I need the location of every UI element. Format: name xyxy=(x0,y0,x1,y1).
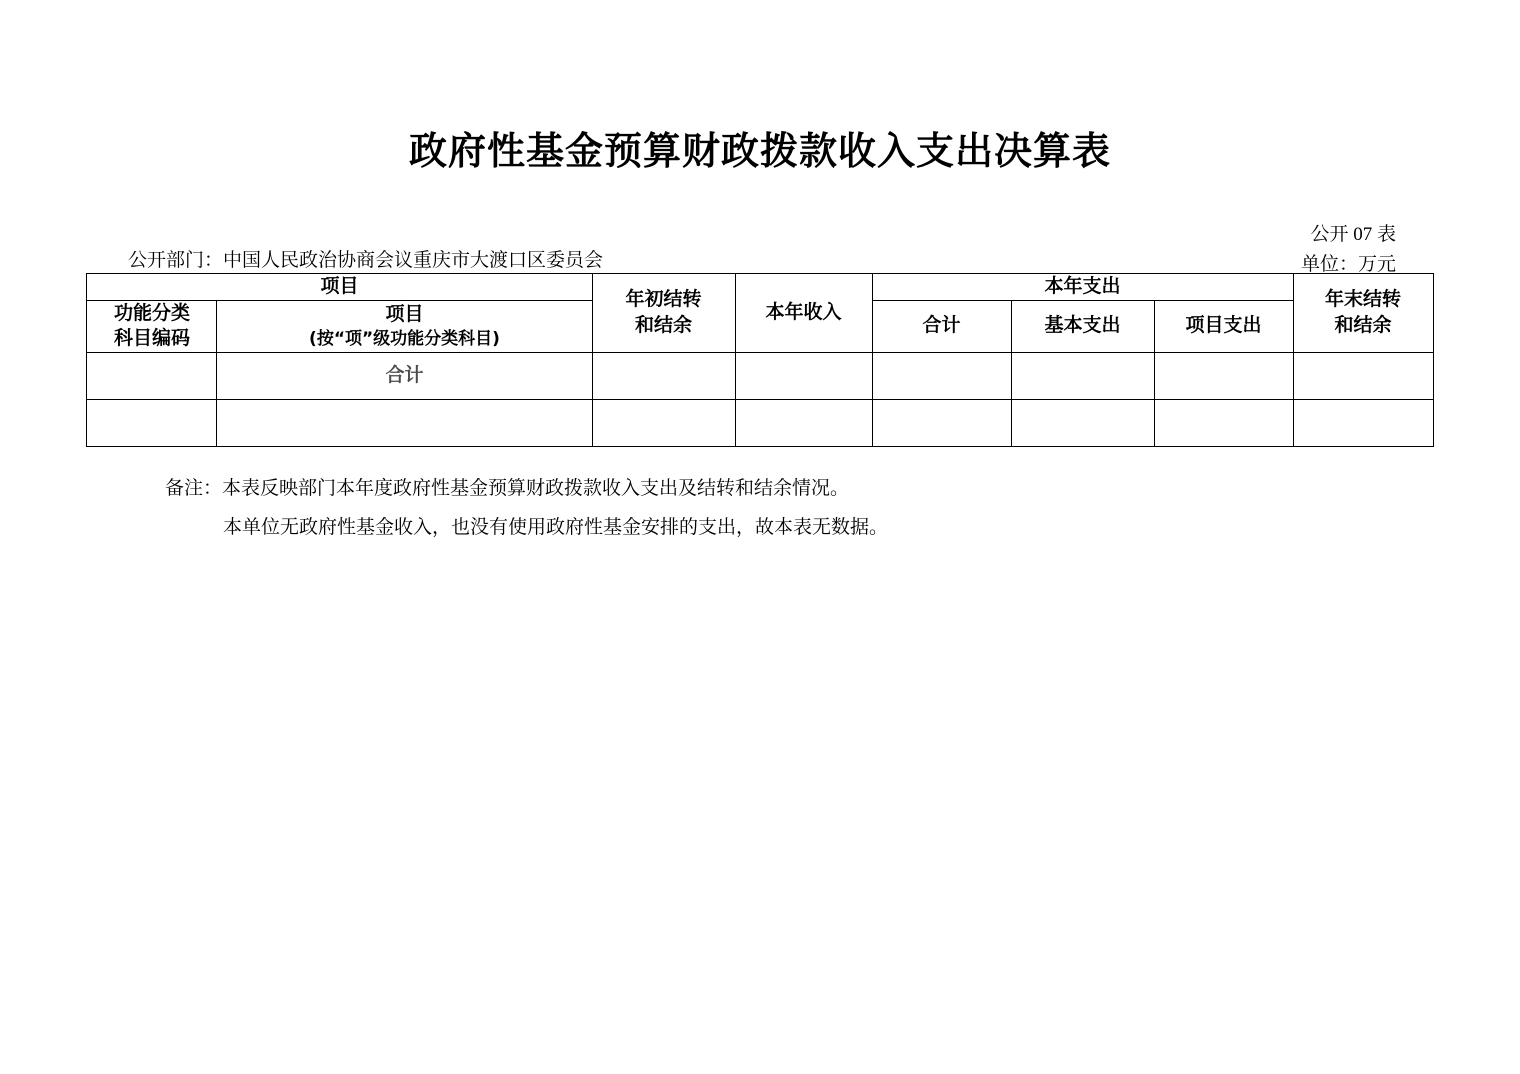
cell-expense-project xyxy=(1154,399,1293,446)
header-project-sub-note: (按“项”级功能分类科目) xyxy=(309,328,500,349)
table-row xyxy=(87,399,1433,446)
footnote-line-2: 本单位无政府性基金收入，也没有使用政府性基金安排的支出，故本表无数据。 xyxy=(223,516,889,538)
table-row xyxy=(87,352,1433,399)
cell-expense-basic xyxy=(1011,399,1154,446)
cell-function-code xyxy=(87,399,217,446)
cell-function-code xyxy=(87,352,217,399)
header-expense-project: 项目支出 xyxy=(1154,300,1293,352)
header-project-group: 项目 xyxy=(87,274,592,301)
cell-end-balance xyxy=(1293,399,1433,446)
unit-label: 单位：万元 xyxy=(1300,254,1396,275)
budget-table xyxy=(86,273,1433,447)
cell-end-balance xyxy=(1293,352,1433,399)
header-year-income: 本年收入 xyxy=(735,274,872,353)
cell-project: 合计 xyxy=(217,352,592,399)
cell-expense-total xyxy=(872,352,1011,399)
header-begin-balance: 年初结转 和结余 xyxy=(592,274,735,353)
document-meta xyxy=(0,219,1520,273)
cell-expense-project xyxy=(1154,352,1293,399)
header-function-code: 功能分类 科目编码 xyxy=(87,300,217,352)
department-label: 公开部门：中国人民政治协商会议重庆市大渡口区委员会 xyxy=(128,250,604,271)
table-header-row-1 xyxy=(87,274,1433,301)
header-expense-total: 合计 xyxy=(872,300,1011,352)
cell-project xyxy=(217,399,592,446)
cell-year-income xyxy=(735,352,872,399)
page-title: 政府性基金预算财政拨款收入支出决算表 xyxy=(408,129,1111,173)
cell-expense-total xyxy=(872,399,1011,446)
cell-expense-basic xyxy=(1011,352,1154,399)
cell-begin-balance xyxy=(592,352,735,399)
header-expense-basic: 基本支出 xyxy=(1011,300,1154,352)
footnotes xyxy=(0,473,1520,539)
cell-begin-balance xyxy=(592,399,735,446)
header-end-balance: 年末结转 和结余 xyxy=(1293,274,1433,353)
footnote-line-1: 备注：本表反映部门本年度政府性基金预算财政拨款收入支出及结转和结余情况。 xyxy=(165,477,850,499)
form-number: 公开 07 表 xyxy=(1310,224,1396,245)
header-project-sub: 项目 (按“项”级功能分类科目) xyxy=(217,300,592,352)
header-year-expense-group: 本年支出 xyxy=(872,274,1293,301)
cell-year-income xyxy=(735,399,872,446)
